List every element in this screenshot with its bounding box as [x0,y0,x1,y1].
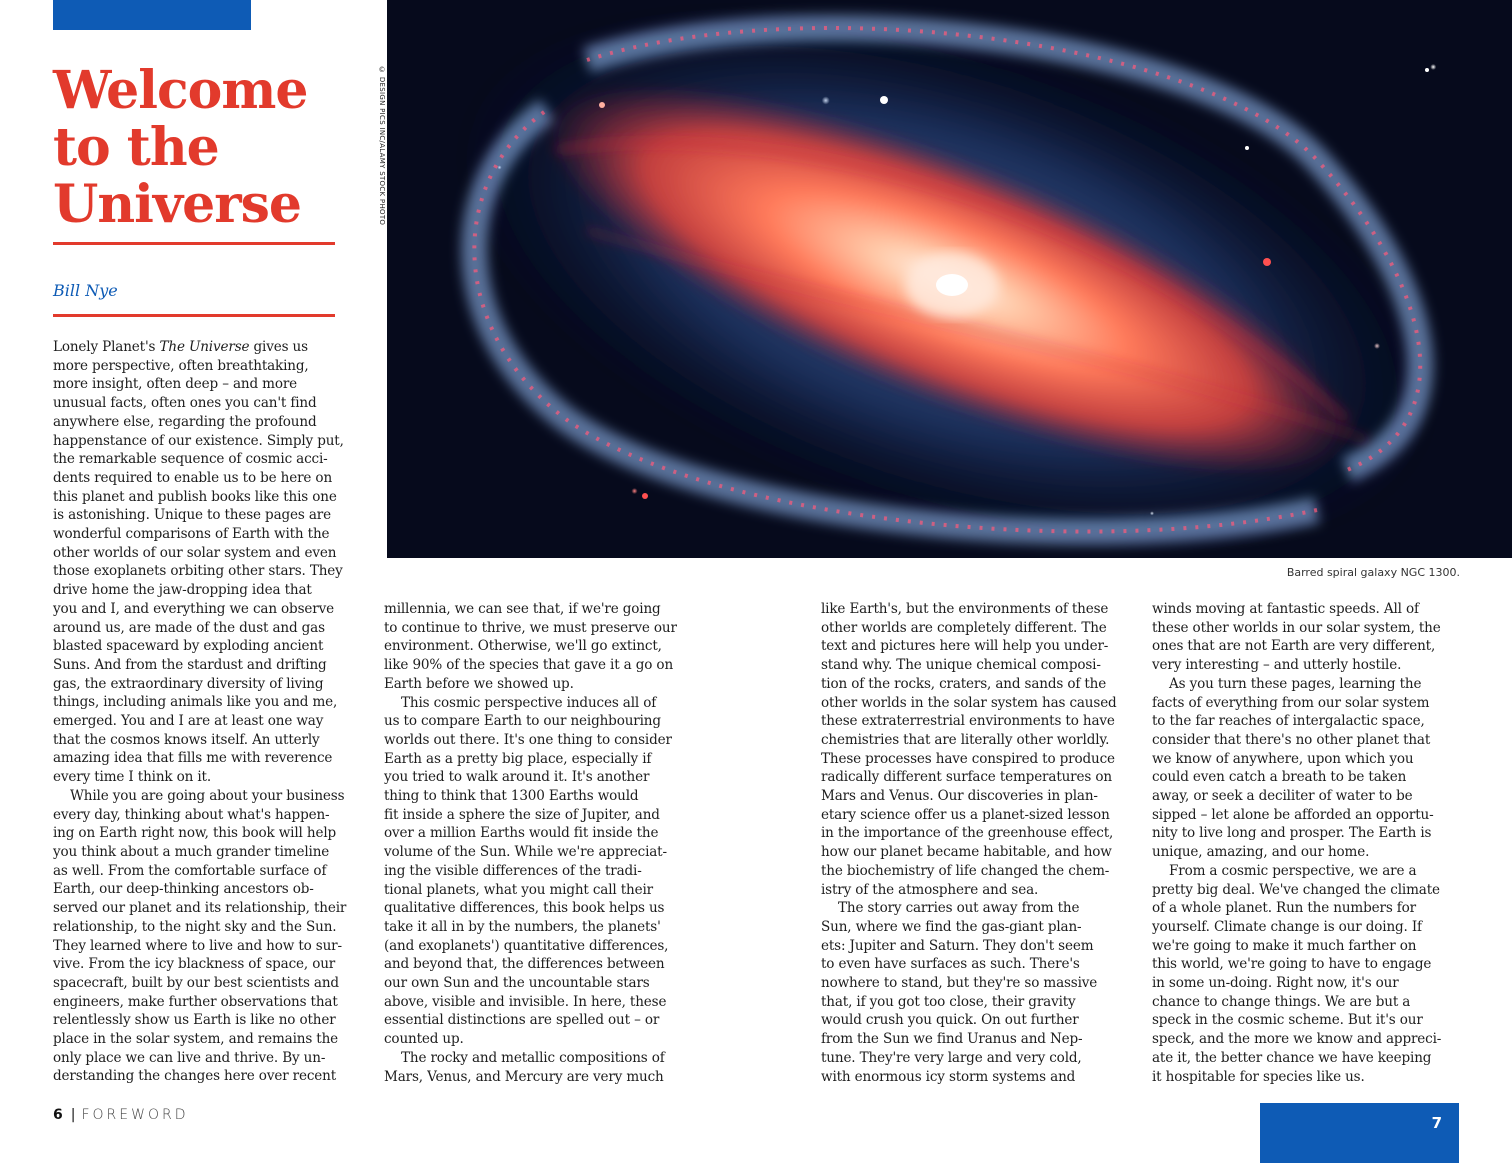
text-line [821,712,1141,731]
text-line [821,600,1141,619]
text-line [384,787,704,806]
text-line [384,993,704,1012]
text-line [53,712,373,731]
text-run: fit inside a sphere the size of Jupiter, and [384,806,660,823]
text-line [384,918,704,937]
text-line [1152,600,1472,619]
text-line [821,806,1141,825]
text-line [53,1011,373,1030]
text-line [1152,824,1472,843]
photo-caption: Barred spiral galaxy NGC 1300. [1286,566,1460,579]
text-run: radically different surface temperatures on [821,769,1112,786]
text-line [384,1030,704,1049]
text-line [821,881,1141,900]
title-line: to the [53,117,219,178]
text-line [821,731,1141,750]
text-run: in some un-doing. Right now, it's our [1152,975,1399,992]
text-column-2 [384,600,704,1086]
body-paragraph [53,338,373,787]
text-run: every time I think on it. [53,769,211,786]
text-run: like 90% of the species that gave it a go on [384,657,674,674]
text-line [53,450,373,469]
text-run: As you turn these pages, learning the [1169,675,1422,692]
text-line [821,1049,1141,1068]
text-run: The story carries out away from the [838,900,1080,917]
text-line [1152,1030,1472,1049]
text-run: nowhere to stand, but they're so massive [821,975,1098,992]
text-run: Sun, where we find the gas-giant plan- [821,918,1082,935]
text-run: ing on Earth right now, this book will help [53,825,337,842]
body-paragraph [53,787,373,1086]
text-line [53,581,373,600]
text-line [384,899,704,918]
text-line [384,937,704,956]
text-line [384,712,704,731]
text-line [384,731,704,750]
bottom-color-tab [1260,1103,1459,1163]
text-line [53,731,373,750]
text-line [53,375,373,394]
text-run: this world, we're going to have to engage [1152,956,1432,973]
text-run: only place we can live and thrive. By un- [53,1049,326,1066]
text-run: counted up. [384,1031,464,1048]
text-run: would crush you quick. On out further [821,1012,1079,1029]
text-run: spacecraft, built by our best scientists and [53,974,339,991]
text-column-1 [53,338,373,1086]
text-run: unusual facts, often ones you can't find [53,395,317,412]
text-line [53,488,373,507]
text-run: more perspective, often breathtaking, [53,357,309,374]
text-run: take it all in by the numbers, the planets' [384,918,661,935]
text-run: blasted spaceward by exploding ancient [53,638,324,655]
text-line [53,824,373,843]
text-line [1152,918,1472,937]
text-run: stand why. The unique chemical composi- [821,657,1101,674]
text-line [53,562,373,581]
text-line [53,525,373,544]
text-line [384,843,704,862]
text-line [384,600,704,619]
text-run: you tried to walk around it. It's another [384,769,650,786]
text-run: to continue to thrive, we must preserve our [384,619,677,636]
text-run: you think about a much grander timeline [53,843,330,860]
text-line [53,506,373,525]
galaxy-photo [387,0,1512,558]
text-line [821,862,1141,881]
text-run: these other worlds in our solar system, the [1152,619,1441,636]
text-run: text and pictures here will help you under- [821,638,1109,655]
text-line [53,432,373,451]
text-line [53,394,373,413]
text-line [821,694,1141,713]
text-run: Earth as a pretty big place, especially if [384,750,652,767]
text-line [821,750,1141,769]
byline-divider [53,314,335,317]
text-run: consider that there's no other planet that [1152,731,1431,748]
text-run: to even have surfaces as such. There's [821,956,1080,973]
text-run: like Earth's, but the environments of these [821,601,1109,617]
text-run: the remarkable sequence of cosmic acci- [53,451,328,468]
text-line [53,918,373,937]
text-run: tune. They're very large and very cold, [821,1049,1082,1066]
text-run: tional planets, what you might call their [384,881,653,898]
text-run: ate it, the better chance we have keeping [1152,1049,1432,1066]
text-line [384,619,704,638]
text-run: those exoplanets orbiting other stars. They [53,563,343,580]
text-line [821,1068,1141,1087]
text-line [384,824,704,843]
text-run: istry of the atmosphere and sea. [821,881,1039,898]
text-run: us to compare Earth to our neighbouring [384,713,661,730]
text-line [384,1068,704,1087]
text-line [821,1011,1141,1030]
text-run: facts of everything from our solar system [1152,694,1430,711]
text-line [1152,694,1472,713]
text-run: that the cosmos knows itself. An utterly [53,731,320,748]
text-line [384,806,704,825]
page-title [53,62,353,233]
text-run: and beyond that, the differences between [384,956,665,973]
text-line [1152,1011,1472,1030]
text-line [1152,675,1472,694]
text-line [821,955,1141,974]
text-line [821,768,1141,787]
text-line [53,880,373,899]
text-line [53,656,373,675]
text-line [53,544,373,563]
text-run: emerged. You and I are at least one way [53,713,324,730]
text-run: (and exoplanets') quantitative differences, [384,937,669,954]
text-run: from the Sun we find Uranus and Nep- [821,1031,1083,1048]
text-line [1152,937,1472,956]
text-line [821,824,1141,843]
text-run: volume of the Sun. While we're appreciat- [384,844,667,861]
text-run: happenstance of our existence. Simply put, [53,432,344,449]
text-line [1152,619,1472,638]
text-line [821,843,1141,862]
text-run: winds moving at fantastic speeds. All of [1152,601,1419,617]
text-line [53,749,373,768]
left-page-number: 6 [53,1107,63,1123]
text-run: around us, are made of the dust and gas [53,619,325,636]
text-line [1152,881,1472,900]
body-paragraph [1152,675,1472,862]
body-paragraph [384,1049,704,1086]
text-run: we're going to make it much farther on [1152,937,1417,954]
text-line [53,843,373,862]
text-run: how our planet became habitable, and how [821,844,1112,861]
text-run: other worlds are completely different. The [821,619,1107,636]
text-line [53,338,373,357]
text-line [1152,955,1472,974]
text-line [53,693,373,712]
text-line [53,637,373,656]
text-run: nity to live long and prosper. The Earth is [1152,825,1432,842]
body-paragraph [821,600,1141,899]
text-line [53,1049,373,1068]
text-line [53,993,373,1012]
text-run: Earth, our deep-thinking ancestors ob- [53,881,314,898]
text-line [53,357,373,376]
text-run: served our planet and its relationship, their [53,900,347,917]
text-line [1152,843,1472,862]
body-paragraph [384,694,704,1049]
text-run: Lonely Planet's [53,339,160,355]
title-line: Welcome [53,60,308,121]
text-line [53,600,373,619]
text-line [821,619,1141,638]
text-line [384,637,704,656]
text-run: pretty big deal. We've changed the climate [1152,881,1440,898]
text-line [384,675,704,694]
text-line [1152,731,1472,750]
text-run: From a cosmic perspective, we are a [1169,862,1417,879]
text-line [1152,1049,1472,1068]
text-run: While you are going about your business [70,787,345,804]
text-run: Suns. And from the stardust and drifting [53,656,327,673]
text-run: unique, amazing, and our home. [1152,844,1370,861]
text-run: These processes have conspired to produce [821,750,1115,767]
text-line [53,413,373,432]
text-run: ing the visible differences of the tradi- [384,862,642,879]
text-run: worlds out there. It's one thing to consider [384,731,672,748]
text-run: anywhere else, regarding the profound [53,413,317,430]
text-line [53,955,373,974]
text-line [53,1067,373,1086]
text-line [1152,899,1472,918]
text-run: this planet and publish books like this one [53,488,337,505]
text-run: very interesting – and utterly hostile. [1152,657,1402,674]
text-run: relentlessly show us Earth is like no other [53,1012,336,1029]
text-line [1152,656,1472,675]
text-line [384,1049,704,1068]
text-run: engineers, make further observations that [53,993,338,1010]
text-run: over a million Earths would fit inside the [384,825,659,842]
right-page-number: 7 [1431,1114,1442,1132]
text-run: yourself. Climate change is our doing. If [1152,918,1422,935]
text-line [384,694,704,713]
text-line [53,899,373,918]
galaxy-illustration [387,0,1512,558]
text-run: every day, thinking about what's happen- [53,806,330,823]
text-line [821,974,1141,993]
title-divider [53,242,335,245]
text-run: away, or seek a deciliter of water to be [1152,788,1413,805]
text-line [53,619,373,638]
text-line [1152,750,1472,769]
text-run: environment. Otherwise, we'll go extinct, [384,638,662,655]
text-line [1152,712,1472,731]
text-run: dents required to enable us to be here on [53,469,333,486]
text-run: The rocky and metallic compositions of [401,1049,665,1066]
text-line [821,918,1141,937]
text-run: gas, the extraordinary diversity of living [53,675,324,692]
text-run: gives us [249,339,308,355]
text-line [821,899,1141,918]
text-column-3 [821,600,1141,1086]
body-paragraph [384,600,704,694]
text-run: more insight, often deep – and more [53,376,298,393]
body-paragraph [1152,862,1472,1086]
text-run: to the far reaches of intergalactic space, [1152,713,1425,730]
text-run: things, including animals like you and me, [53,694,338,711]
text-run: drive home the jaw-dropping idea that [53,582,312,599]
text-line [1152,993,1472,1012]
text-run: is astonishing. Unique to these pages are [53,507,331,524]
text-run: etary science offer us a planet-sized lesson [821,806,1110,823]
text-run: the biochemistry of life changed the chem- [821,862,1110,879]
text-line [821,675,1141,694]
text-run: these extraterrestrial environments to have [821,713,1115,730]
text-run: relationship, to the night sky and the Sun. [53,918,337,935]
text-line [1152,768,1472,787]
text-line [53,862,373,881]
photo-credit: © DESIGN PICS INC/ALAMY STOCK PHOTO [378,66,386,226]
text-run: you and I, and everything we can observe [53,600,334,617]
text-run: place in the solar system, and remains the [53,1031,339,1048]
left-page-folio [53,1105,188,1125]
text-line [53,1030,373,1049]
text-run: chemistries that are literally other worldly. [821,731,1110,748]
body-paragraph [1152,600,1472,675]
text-run: above, visible and invisible. In here, these [384,993,667,1010]
text-line [1152,862,1472,881]
text-line [1152,974,1472,993]
text-run: They learned where to live and how to sur- [53,937,342,954]
text-run: Earth before we showed up. [384,675,574,692]
text-line [384,750,704,769]
text-run: of a whole planet. Run the numbers for [1152,900,1416,917]
text-run: vive. From the icy blackness of space, our [53,956,336,973]
text-line [821,937,1141,956]
text-line [1152,1068,1472,1087]
text-line [821,1030,1141,1049]
top-color-tab [53,0,251,30]
text-line [53,806,373,825]
section-label: FOREWORD [81,1107,189,1123]
text-line [53,974,373,993]
text-run: Mars and Venus. Our discoveries in plan- [821,788,1098,805]
text-run: ones that are not Earth are very different, [1152,638,1436,655]
text-line [821,656,1141,675]
body-paragraph [821,899,1141,1086]
text-run: millennia, we can see that, if we're going [384,601,661,617]
text-line [821,787,1141,806]
text-run: our own Sun and the uncountable stars [384,975,650,992]
folio-separator: | [70,1107,76,1123]
text-line [53,937,373,956]
text-run: essential distinctions are spelled out – or [384,1012,660,1029]
text-run: we know of anywhere, upon which you [1152,750,1414,767]
text-line [53,675,373,694]
author-byline: Bill Nye [53,281,118,300]
text-line [53,787,373,806]
text-line [1152,787,1472,806]
text-line [821,637,1141,656]
text-run: chance to change things. We are but a [1152,993,1411,1010]
text-run: in the importance of the greenhouse effect, [821,825,1114,842]
text-run: Mars, Venus, and Mercury are very much [384,1068,664,1085]
text-line [384,768,704,787]
text-column-4 [1152,600,1472,1086]
text-line [53,768,373,787]
title-line: Universe [53,174,301,235]
text-run: This cosmic perspective induces all of [401,694,657,711]
text-run: amazing idea that fills me with reverence [53,750,333,767]
text-run: other worlds of our solar system and even [53,544,337,561]
text-run: tion of the rocks, craters, and sands of the [821,675,1107,692]
text-run: speck in the cosmic scheme. But it's our [1152,1012,1423,1029]
text-run: it hospitable for species like us. [1152,1068,1365,1085]
text-run: other worlds in the solar system has caused [821,694,1117,711]
text-run: as well. From the comfortable surface of [53,862,327,879]
text-run: could even catch a breath to be taken [1152,769,1407,786]
text-line [1152,806,1472,825]
text-run: sipped – let alone be afforded an opportu- [1152,806,1434,823]
text-line [1152,637,1472,656]
text-line [384,1011,704,1030]
text-line [53,469,373,488]
book-title-italic: The Universe [159,339,250,355]
text-run: qualitative differences, this book helps us [384,900,665,917]
text-line [384,974,704,993]
text-line [384,862,704,881]
text-run: wonderful comparisons of Earth with the [53,526,330,543]
text-run: ets: Jupiter and Saturn. They don't seem [821,937,1094,954]
text-run: thing to think that 1300 Earths would [384,788,639,805]
text-run: with enormous icy storm systems and [821,1068,1076,1085]
text-line [384,955,704,974]
text-line [384,881,704,900]
text-run: that, if you got too close, their gravity [821,993,1076,1010]
text-line [821,993,1141,1012]
text-run: derstanding the changes here over recent [53,1068,337,1085]
text-run: speck, and the more we know and appreci- [1152,1031,1442,1048]
text-line [384,656,704,675]
